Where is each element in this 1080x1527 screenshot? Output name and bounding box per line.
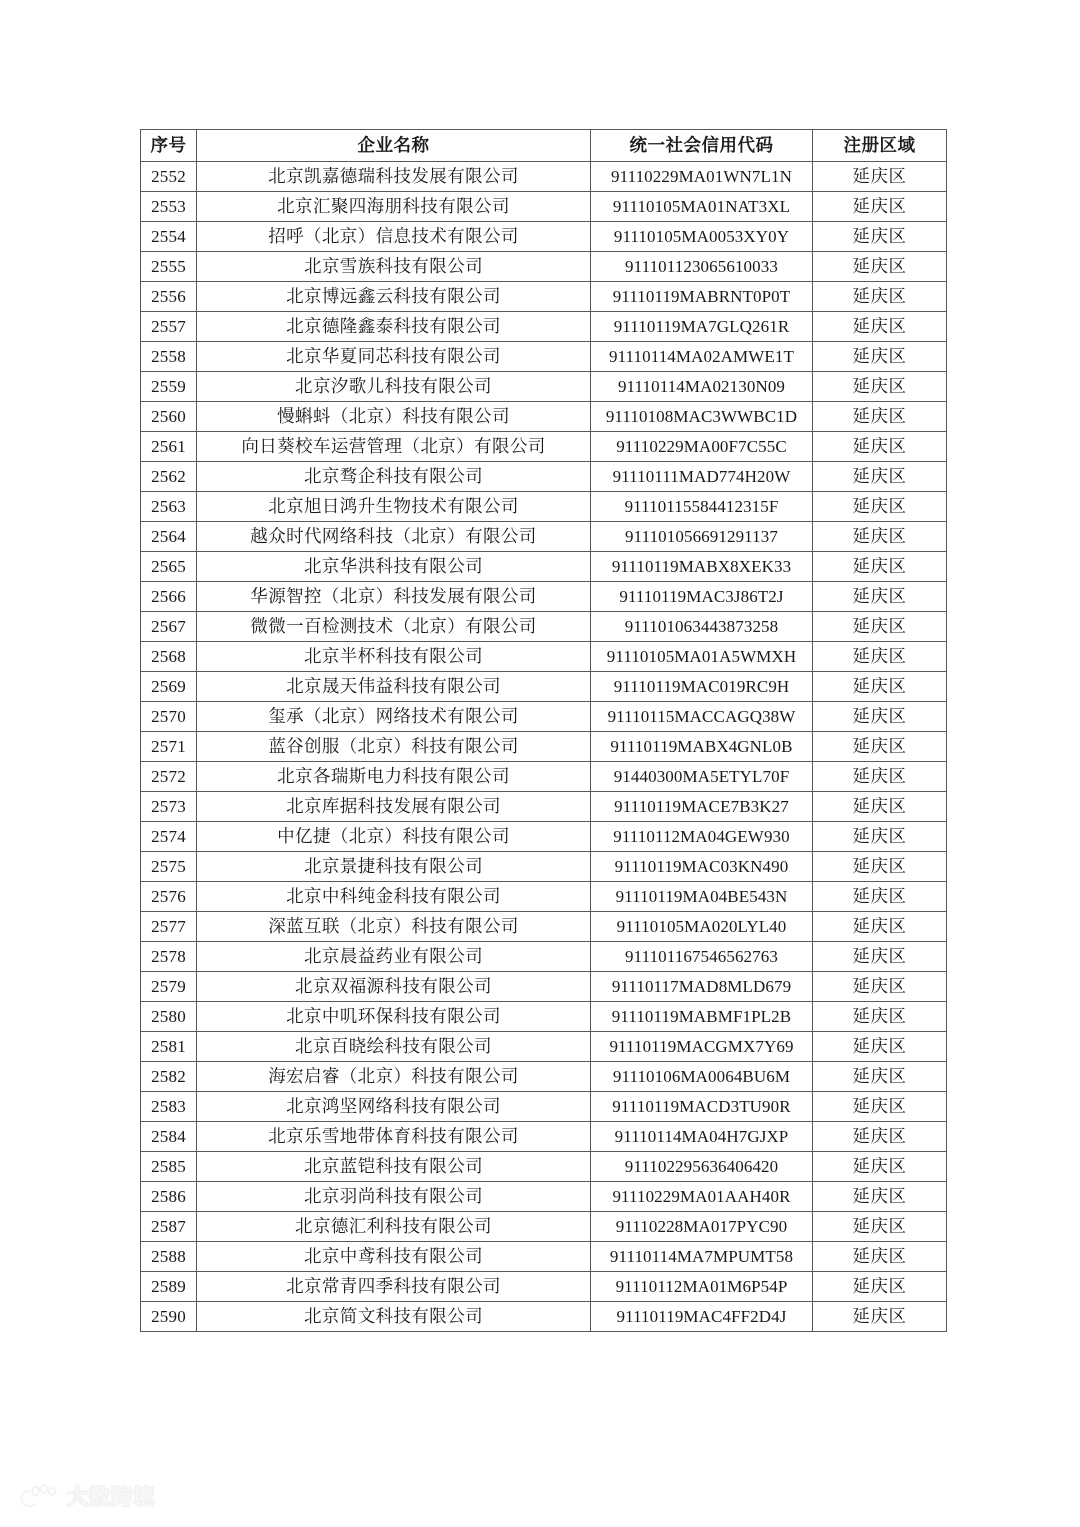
cell-company-name: 微微一百检测技术（北京）有限公司 [197,612,591,642]
cell-sequence: 2588 [141,1242,197,1272]
cell-sequence: 2574 [141,822,197,852]
cell-credit-code: 91110119MACD3TU90R [591,1092,813,1122]
cell-company-name: 北京百晓绘科技有限公司 [197,1032,591,1062]
cell-credit-code: 91110115MACCAGQ38W [591,702,813,732]
table-row [141,612,947,642]
table-row [141,1092,947,1122]
watermark-text: 大数跨境 [67,1486,155,1509]
cell-region: 延庆区 [813,1152,947,1182]
table-row [141,1122,947,1152]
cell-credit-code: 91110119MA7GLQ261R [591,312,813,342]
table-row [141,432,947,462]
cell-sequence: 2561 [141,432,197,462]
table-row [141,762,947,792]
cell-credit-code: 911101063443873258 [591,612,813,642]
cell-credit-code: 91110119MACGMX7Y69 [591,1032,813,1062]
cell-sequence: 2579 [141,972,197,1002]
cell-sequence: 2573 [141,792,197,822]
cell-company-name: 北京中科纯金科技有限公司 [197,882,591,912]
table-body [141,162,947,1332]
table-row [141,1182,947,1212]
cell-company-name: 北京华洪科技有限公司 [197,552,591,582]
table-row [141,642,947,672]
cell-company-name: 北京中叽环保科技有限公司 [197,1002,591,1032]
table-row [141,822,947,852]
cell-region: 延庆区 [813,192,947,222]
table-row [141,252,947,282]
cell-company-name: 北京简文科技有限公司 [197,1302,591,1332]
cell-company-name: 北京华夏同芯科技有限公司 [197,342,591,372]
cell-company-name: 北京常青四季科技有限公司 [197,1272,591,1302]
cell-credit-code: 91110119MAC4FF2D4J [591,1302,813,1332]
cell-sequence: 2568 [141,642,197,672]
cell-region: 延庆区 [813,552,947,582]
column-header-company-name: 企业名称 [197,130,591,162]
cell-region: 延庆区 [813,342,947,372]
cell-region: 延庆区 [813,792,947,822]
column-header-sequence: 序号 [141,130,197,162]
cell-region: 延庆区 [813,822,947,852]
cell-region: 延庆区 [813,432,947,462]
cell-credit-code: 91110229MA00F7C55C [591,432,813,462]
cell-company-name: 蓝谷创服（北京）科技有限公司 [197,732,591,762]
cell-region: 延庆区 [813,252,947,282]
cell-sequence: 2586 [141,1182,197,1212]
table-row [141,1152,947,1182]
cell-company-name: 北京旭日鸿升生物技术有限公司 [197,492,591,522]
cell-company-name: 北京汐歌儿科技有限公司 [197,372,591,402]
table-row [141,372,947,402]
cell-credit-code: 91110106MA0064BU6M [591,1062,813,1092]
paw-logo-icon [18,1483,58,1509]
cell-company-name: 北京博远鑫云科技有限公司 [197,282,591,312]
cell-region: 延庆区 [813,312,947,342]
cell-region: 延庆区 [813,852,947,882]
cell-credit-code: 91110119MACE7B3K27 [591,792,813,822]
cell-credit-code: 91110115584412315F [591,492,813,522]
cell-region: 延庆区 [813,1092,947,1122]
cell-company-name: 玺承（北京）网络技术有限公司 [197,702,591,732]
cell-credit-code: 91110119MABX8XEK33 [591,552,813,582]
cell-sequence: 2565 [141,552,197,582]
cell-credit-code: 91110119MAC3J86T2J [591,582,813,612]
cell-company-name: 深蓝互联（北京）科技有限公司 [197,912,591,942]
table-row [141,852,947,882]
cell-sequence: 2552 [141,162,197,192]
cell-region: 延庆区 [813,372,947,402]
cell-sequence: 2570 [141,702,197,732]
table-row [141,792,947,822]
cell-company-name: 北京凯嘉德瑞科技发展有限公司 [197,162,591,192]
cell-company-name: 慢蝌蚪（北京）科技有限公司 [197,402,591,432]
table-row [141,342,947,372]
cell-credit-code: 91110228MA017PYC90 [591,1212,813,1242]
cell-sequence: 2576 [141,882,197,912]
cell-sequence: 2560 [141,402,197,432]
cell-sequence: 2581 [141,1032,197,1062]
cell-company-name: 华源智控（北京）科技发展有限公司 [197,582,591,612]
table-row [141,972,947,1002]
cell-region: 延庆区 [813,522,947,552]
cell-company-name: 北京晟天伟益科技有限公司 [197,672,591,702]
cell-company-name: 北京半杯科技有限公司 [197,642,591,672]
table-row [141,282,947,312]
cell-company-name: 北京汇聚四海朋科技有限公司 [197,192,591,222]
cell-sequence: 2566 [141,582,197,612]
table-row [141,1002,947,1032]
cell-company-name: 北京晨益药业有限公司 [197,942,591,972]
cell-sequence: 2558 [141,342,197,372]
cell-sequence: 2578 [141,942,197,972]
cell-credit-code: 91110114MA04H7GJXP [591,1122,813,1152]
company-registry-table-container [140,129,946,1332]
cell-company-name: 北京乐雪地带体育科技有限公司 [197,1122,591,1152]
cell-region: 延庆区 [813,582,947,612]
cell-region: 延庆区 [813,882,947,912]
table-header-row [141,130,947,162]
cell-sequence: 2567 [141,612,197,642]
company-registry-table [140,129,947,1332]
cell-credit-code: 91110105MA01NAT3XL [591,192,813,222]
cell-region: 延庆区 [813,1002,947,1032]
cell-sequence: 2572 [141,762,197,792]
cell-company-name: 北京骛企科技有限公司 [197,462,591,492]
cell-credit-code: 91110105MA01A5WMXH [591,642,813,672]
cell-credit-code: 91110119MA04BE543N [591,882,813,912]
cell-sequence: 2557 [141,312,197,342]
cell-region: 延庆区 [813,762,947,792]
cell-company-name: 北京景捷科技有限公司 [197,852,591,882]
cell-region: 延庆区 [813,222,947,252]
cell-credit-code: 911102295636406420 [591,1152,813,1182]
cell-company-name: 北京羽尚科技有限公司 [197,1182,591,1212]
cell-region: 延庆区 [813,402,947,432]
cell-region: 延庆区 [813,1242,947,1272]
cell-credit-code: 91110229MA01AAH40R [591,1182,813,1212]
cell-company-name: 北京蓝铠科技有限公司 [197,1152,591,1182]
cell-sequence: 2589 [141,1272,197,1302]
cell-region: 延庆区 [813,1272,947,1302]
cell-credit-code: 91440300MA5ETYL70F [591,762,813,792]
table-header [141,130,947,162]
cell-sequence: 2580 [141,1002,197,1032]
cell-sequence: 2556 [141,282,197,312]
cell-credit-code: 91110114MA02130N09 [591,372,813,402]
cell-company-name: 北京中鸢科技有限公司 [197,1242,591,1272]
cell-credit-code: 91110119MAC03KN490 [591,852,813,882]
cell-sequence: 2583 [141,1092,197,1122]
cell-region: 延庆区 [813,1062,947,1092]
cell-company-name: 海宏启睿（北京）科技有限公司 [197,1062,591,1092]
cell-credit-code: 911101123065610033 [591,252,813,282]
cell-sequence: 2553 [141,192,197,222]
cell-region: 延庆区 [813,1122,947,1152]
cell-company-name: 北京各瑞斯电力科技有限公司 [197,762,591,792]
cell-credit-code: 911101167546562763 [591,942,813,972]
cell-credit-code: 91110111MAD774H20W [591,462,813,492]
cell-sequence: 2582 [141,1062,197,1092]
cell-region: 延庆区 [813,732,947,762]
cell-region: 延庆区 [813,672,947,702]
cell-company-name: 中亿捷（北京）科技有限公司 [197,822,591,852]
table-row [141,582,947,612]
column-header-region: 注册区域 [813,130,947,162]
cell-credit-code: 91110229MA01WN7L1N [591,162,813,192]
cell-region: 延庆区 [813,1212,947,1242]
cell-region: 延庆区 [813,462,947,492]
table-row [141,522,947,552]
cell-credit-code: 91110114MA7MPUMT58 [591,1242,813,1272]
cell-company-name: 北京库据科技发展有限公司 [197,792,591,822]
cell-credit-code: 91110119MABX4GNL0B [591,732,813,762]
cell-region: 延庆区 [813,1182,947,1212]
cell-region: 延庆区 [813,942,947,972]
table-row [141,1242,947,1272]
table-row [141,942,947,972]
cell-credit-code: 91110112MA04GEW930 [591,822,813,852]
cell-sequence: 2590 [141,1302,197,1332]
cell-credit-code: 911101056691291137 [591,522,813,552]
cell-region: 延庆区 [813,1032,947,1062]
cell-credit-code: 91110105MA020LYL40 [591,912,813,942]
table-row [141,732,947,762]
cell-company-name: 北京雪族科技有限公司 [197,252,591,282]
cell-sequence: 2555 [141,252,197,282]
table-row [141,702,947,732]
cell-region: 延庆区 [813,162,947,192]
cell-company-name: 北京双福源科技有限公司 [197,972,591,1002]
cell-company-name: 北京德隆鑫泰科技有限公司 [197,312,591,342]
table-row [141,1302,947,1332]
table-row [141,1212,947,1242]
cell-company-name: 向日葵校车运营管理（北京）有限公司 [197,432,591,462]
cell-credit-code: 91110119MABRNT0P0T [591,282,813,312]
table-row [141,222,947,252]
table-row [141,552,947,582]
cell-region: 延庆区 [813,642,947,672]
cell-sequence: 2584 [141,1122,197,1152]
cell-sequence: 2577 [141,912,197,942]
cell-credit-code: 91110112MA01M6P54P [591,1272,813,1302]
cell-sequence: 2571 [141,732,197,762]
cell-credit-code: 91110117MAD8MLD679 [591,972,813,1002]
table-row [141,1062,947,1092]
table-row [141,672,947,702]
cell-sequence: 2585 [141,1152,197,1182]
table-row [141,192,947,222]
cell-credit-code: 91110119MAC019RC9H [591,672,813,702]
cell-sequence: 2575 [141,852,197,882]
cell-company-name: 北京鸿坚网络科技有限公司 [197,1092,591,1122]
cell-credit-code: 91110119MABMF1PL2B [591,1002,813,1032]
cell-region: 延庆区 [813,702,947,732]
cell-sequence: 2563 [141,492,197,522]
cell-company-name: 越众时代网络科技（北京）有限公司 [197,522,591,552]
table-row [141,912,947,942]
table-row [141,492,947,522]
cell-region: 延庆区 [813,972,947,1002]
table-row [141,312,947,342]
cell-sequence: 2554 [141,222,197,252]
cell-region: 延庆区 [813,612,947,642]
cell-sequence: 2559 [141,372,197,402]
column-header-credit-code: 统一社会信用代码 [591,130,813,162]
cell-sequence: 2587 [141,1212,197,1242]
table-row [141,402,947,432]
cell-company-name: 招呼（北京）信息技术有限公司 [197,222,591,252]
cell-sequence: 2564 [141,522,197,552]
cell-region: 延庆区 [813,492,947,522]
table-row [141,1272,947,1302]
cell-credit-code: 91110114MA02AMWE1T [591,342,813,372]
table-row [141,462,947,492]
cell-credit-code: 91110105MA0053XY0Y [591,222,813,252]
table-row [141,1032,947,1062]
watermark [18,1481,155,1511]
cell-region: 延庆区 [813,282,947,312]
cell-sequence: 2569 [141,672,197,702]
cell-region: 延庆区 [813,912,947,942]
table-row [141,162,947,192]
cell-credit-code: 91110108MAC3WWBC1D [591,402,813,432]
table-row [141,882,947,912]
cell-region: 延庆区 [813,1302,947,1332]
cell-sequence: 2562 [141,462,197,492]
cell-company-name: 北京德汇利科技有限公司 [197,1212,591,1242]
